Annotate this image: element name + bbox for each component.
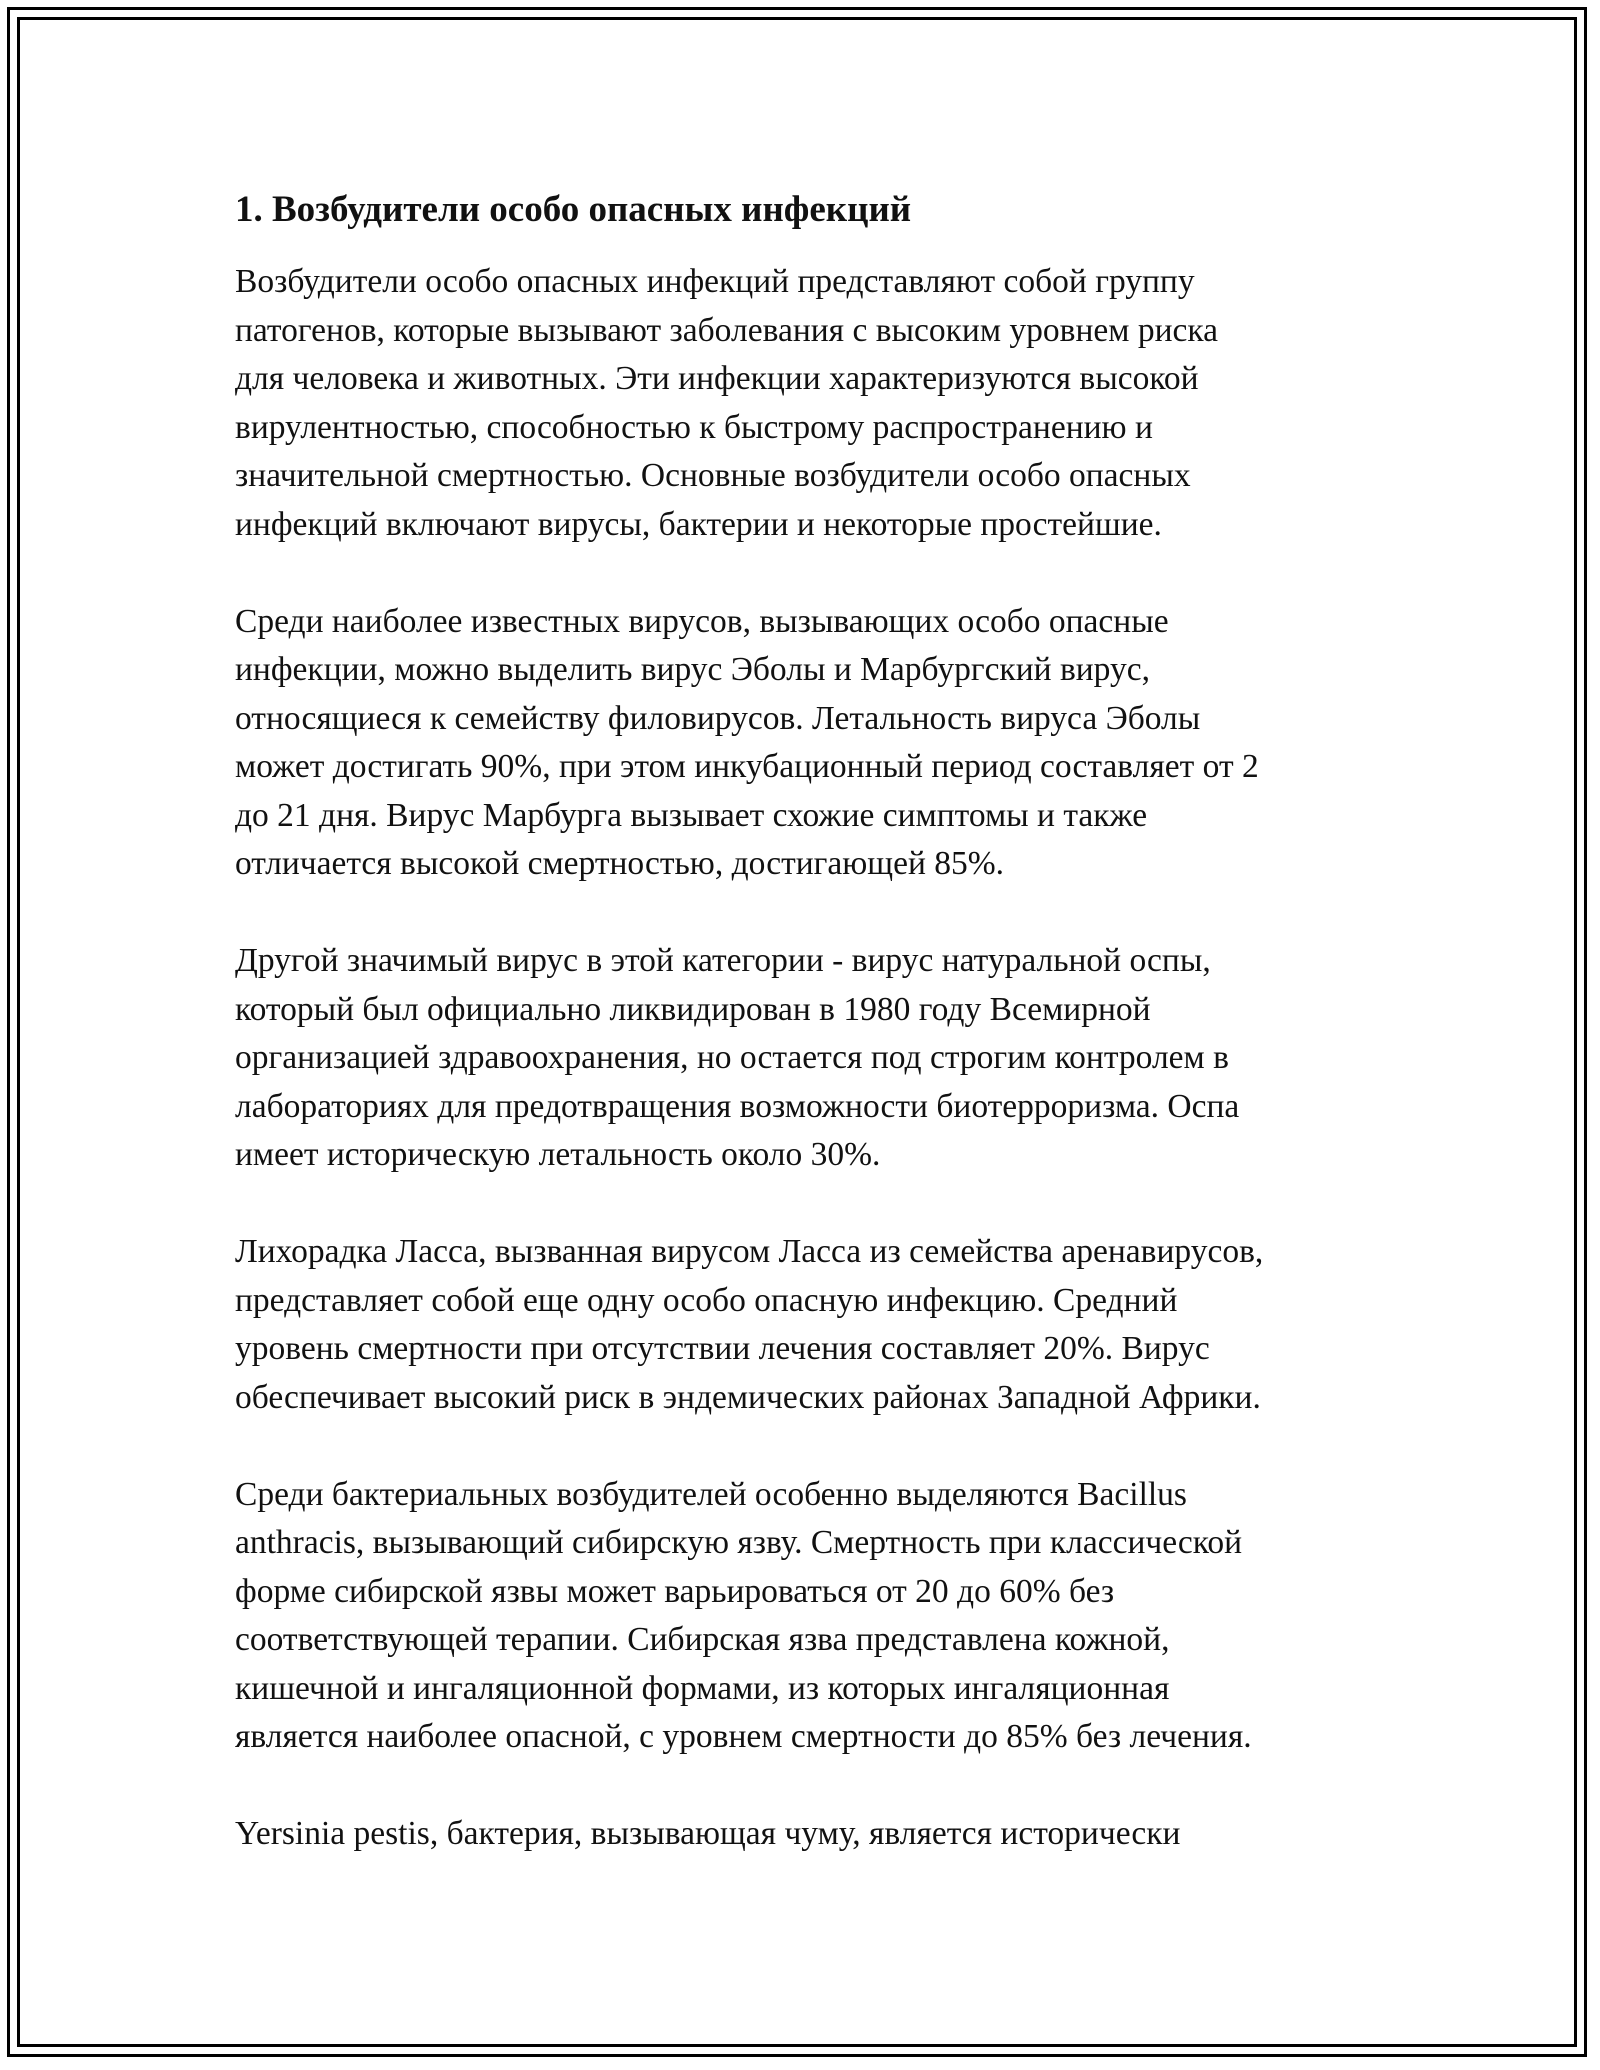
text-line: может достигать 90%, при этом инкубационный период составляет от 2	[235, 748, 1259, 785]
document-body	[235, 180, 1375, 1907]
paragraph-filoviruses	[235, 598, 1375, 889]
text-line: Среди бактериальных возбудителей особенно выделяются Bacillus	[235, 1475, 1187, 1513]
text-line: Лихорадка Ласса, вызванная вирусом Ласса из семейства аренавирусов,	[235, 1233, 1264, 1270]
text-line: инфекции, можно выделить вирус Эболы и Марбургский вирус,	[235, 651, 1150, 688]
paragraph-smallpox	[235, 937, 1375, 1180]
text-line: Среди наиболее известных вирусов, вызывающих особо опасные	[235, 602, 1169, 640]
text-line: лабораториях для предотвращения возможности биотерроризма. Оспа	[235, 1087, 1240, 1125]
text-line: anthracis, вызывающий сибирскую язву. Смертность при классической	[235, 1524, 1243, 1561]
text-line: значительной смертностью. Основные возбудители особо опасных	[235, 457, 1191, 494]
paragraph-lassa	[235, 1228, 1375, 1422]
section-heading: 1. Возбудители особо опасных инфекций	[235, 189, 912, 230]
text-line: организацией здравоохранения, но остается под строгим контролем в	[235, 1039, 1229, 1076]
text-line: вирулентностью, способностью к быстрому распространению и	[235, 408, 1153, 446]
text-line: имеет историческую летальность около 30%.	[235, 1136, 881, 1173]
text-line: который был официально ликвидирован в 1980 году Всемирной	[235, 990, 1151, 1028]
text-line: Возбудители особо опасных инфекций представляют собой группу	[235, 263, 1195, 300]
text-line: обеспечивает высокий риск в эндемических районах Западной Африки.	[235, 1378, 1261, 1416]
paragraph-plague	[235, 1810, 1375, 1859]
paragraph-intro	[235, 258, 1375, 549]
paragraph-anthrax	[235, 1471, 1375, 1762]
text-line: патогенов, которые вызывают заболевания с высоким уровнем риска	[235, 311, 1219, 349]
text-line: отличается высокой смертностью, достигающей 85%.	[235, 845, 1005, 882]
text-line: до 21 дня. Вирус Марбурга вызывает схожие симптомы и также	[235, 796, 1148, 834]
text-line: кишечной и ингаляционной формами, из которых ингаляционная	[235, 1669, 1170, 1707]
text-line: инфекций включают вирусы, бактерии и некоторые простейшие.	[235, 505, 1162, 543]
text-line: уровень смертности при отсутствии лечения составляет 20%. Вирус	[235, 1330, 1210, 1367]
text-line: Yersinia pestis, бактерия, вызывающая чуму, является исторически	[235, 1815, 1181, 1852]
text-line: относящиеся к семейству филовирусов. Летальность вируса Эболы	[235, 699, 1201, 737]
text-line: соответствующей терапии. Сибирская язва представлена кожной,	[235, 1621, 1170, 1658]
text-line: является наиболее опасной, с уровнем смертности до 85% без лечения.	[235, 1718, 1252, 1755]
text-line: форме сибирской язвы может варьироваться от 20 до 60% без	[235, 1572, 1115, 1610]
text-line: для человека и животных. Эти инфекции характеризуются высокой	[235, 360, 1199, 397]
text-line: представляет собой еще одну особо опасную инфекцию. Средний	[235, 1281, 1178, 1319]
text-line: Другой значимый вирус в этой категории - вирус натуральной оспы,	[235, 942, 1211, 979]
